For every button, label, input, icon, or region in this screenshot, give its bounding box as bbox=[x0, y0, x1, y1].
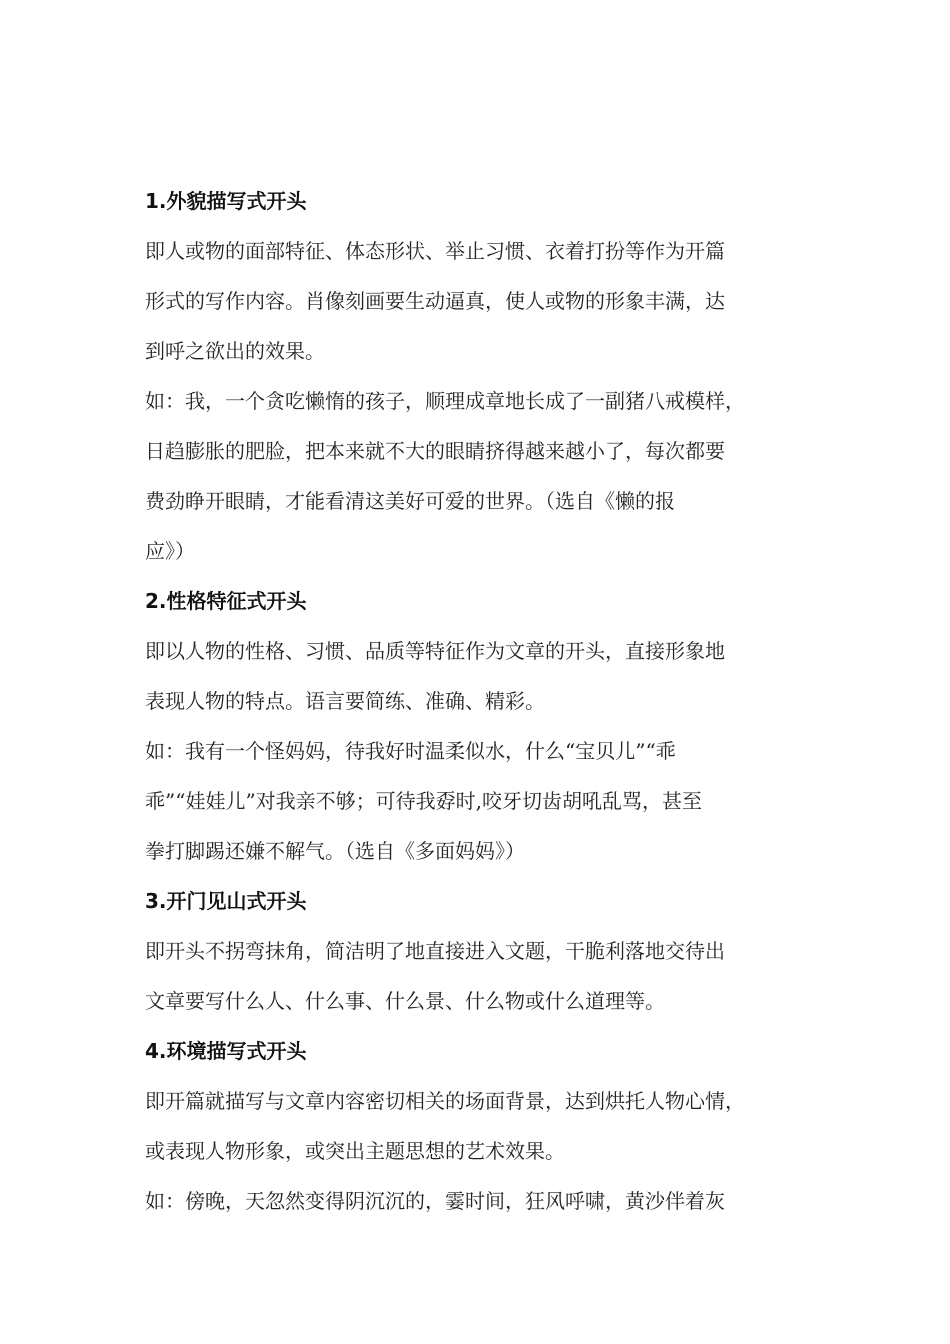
paragraph-line: 或表现人物形象，或突出主题思想的艺术效果。 bbox=[145, 1139, 565, 1163]
paragraph-line: 文章要写什么人、什么事、什么景、什么物或什么道理等。 bbox=[145, 989, 665, 1013]
paragraph-line: 即人或物的面部特征、体态形状、举止习惯、衣着打扮等作为开篇 bbox=[145, 239, 725, 263]
example-line: 拳打脚踢还嫌不解气。（选自《多面妈妈》） bbox=[145, 839, 525, 863]
example-line: 日趋膨胀的肥脸，把本来就不大的眼睛挤得越来越小了，每次都要 bbox=[145, 439, 725, 463]
paragraph-line: 到呼之欲出的效果。 bbox=[145, 339, 325, 363]
section-heading-appearance: 1.外貌描写式开头 bbox=[145, 189, 307, 213]
paragraph-line: 即开头不拐弯抹角，简洁明了地直接进入文题，干脆利落地交待出 bbox=[145, 939, 725, 963]
paragraph-line: 形式的写作内容。肖像刻画要生动逼真，使人或物的形象丰满，达 bbox=[145, 289, 725, 313]
example-line: 如：傍晚，天忽然变得阴沉沉的，霎时间，狂风呼啸，黄沙伴着灰 bbox=[145, 1189, 725, 1213]
section-heading-direct: 3.开门见山式开头 bbox=[145, 889, 307, 913]
section-heading-personality: 2.性格特征式开头 bbox=[145, 589, 307, 613]
section-heading-environment: 4.环境描写式开头 bbox=[145, 1039, 307, 1063]
example-line: 费劲睁开眼睛，才能看清这美好可爱的世界。（选自《懒的报 bbox=[145, 489, 675, 513]
example-line: 应》） bbox=[145, 539, 195, 563]
example-line: 如：我有一个怪妈妈，待我好时温柔似水，什么“宝贝儿”“乖 bbox=[145, 739, 676, 763]
example-line: 如：我，一个贪吃懒惰的孩子，顺理成章地长成了一副猪八戒模样， bbox=[145, 389, 745, 413]
paragraph-line: 即以人物的性格、习惯、品质等特征作为文章的开头，直接形象地 bbox=[145, 639, 725, 663]
document-body bbox=[145, 176, 810, 1226]
paragraph-line: 即开篇就描写与文章内容密切相关的场面背景，达到烘托人物心情， bbox=[145, 1089, 745, 1113]
example-line: 乖”“娃娃儿”对我亲不够；可待我孬时,咬牙切齿胡吼乱骂，甚至 bbox=[145, 789, 703, 813]
paragraph-line: 表现人物的特点。语言要简练、准确、精彩。 bbox=[145, 689, 545, 713]
